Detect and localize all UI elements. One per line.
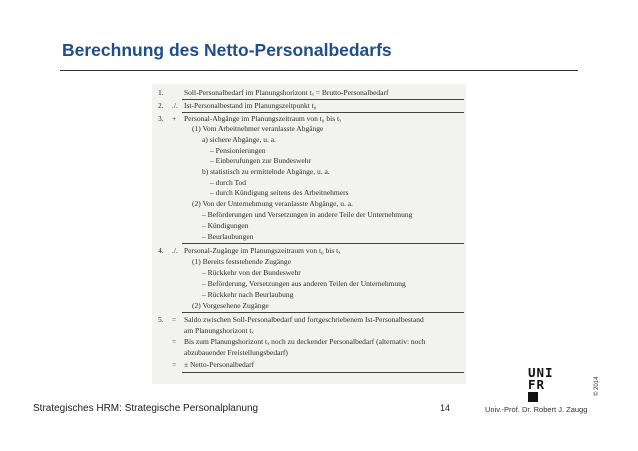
row-text: (1) Vom Arbeitnehmer veranlasste Abgänge [192, 124, 324, 133]
footer-course-title: Strategisches HRM: Strategische Personalplanung [33, 403, 259, 414]
scan-divider [182, 99, 464, 100]
scanned-calculation-table [152, 84, 466, 384]
row-text: (2) Von der Unternehmung veranlasste Abgänge, u. a. [192, 199, 353, 208]
row-operator: = [172, 337, 177, 346]
row-text: – Kündigungen [202, 221, 249, 230]
row-text: Ist-Personalbestand im Planungszeitpunkt t₀ [184, 101, 317, 110]
row-number: 1. [158, 88, 164, 97]
scan-divider [182, 112, 464, 113]
university-logo [528, 367, 558, 402]
title-divider [60, 70, 578, 71]
row-text: (1) Bereits feststehende Zugänge [192, 257, 291, 266]
page-number: 14 [440, 403, 451, 413]
row-text: Personal-Zugänge im Planungszeitraum von t₀ bis tₓ [184, 246, 341, 255]
logo-text: FR [528, 377, 546, 392]
row-operator: ./. [172, 101, 178, 110]
row-number: 4. [158, 246, 164, 255]
slide-title: Berechnung des Netto-Personalbedarfs [62, 40, 392, 60]
scan-divider [182, 372, 464, 373]
row-text: Personal-Abgänge im Planungszeitraum von t₀ bis tₓ [184, 114, 342, 123]
row-text: Saldo zwischen Soll-Personalbedarf und fortgeschriebenem Ist-Personalbestand [184, 315, 424, 324]
row-text: – Einberufungen zur Bundeswehr [210, 156, 312, 165]
row-text: – Beförderungen und Versetzungen in andere Teile der Unternehmung [202, 210, 413, 219]
row-text: – Pensionierungen [210, 146, 266, 155]
row-text: – durch Tod [210, 178, 246, 187]
scan-divider [182, 312, 464, 313]
row-text: – Beurlaubungen [202, 232, 254, 241]
row-text: ± Netto-Personalbedarf [184, 360, 255, 369]
row-operator: = [172, 315, 177, 324]
row-number: 5. [158, 315, 164, 324]
logo-square [528, 392, 538, 402]
row-text: – Beförderung, Versetzungen aus anderen Teilen der Unternehmung [202, 279, 406, 288]
row-text: – Rückkehr nach Beurlaubung [202, 290, 294, 299]
row-operator: = [172, 360, 177, 369]
row-text: – durch Kündigung seitens des Arbeitnehmers [210, 188, 349, 197]
row-text: Soll-Personalbedarf im Planungshorizont tₓ = Brutto-Personalbedarf [184, 88, 389, 97]
row-text: abzubauender Freistellungsbedarf) [184, 348, 288, 357]
row-operator: ./. [172, 246, 178, 255]
row-text: Bis zum Planungshorizont tₓ noch zu deckender Personalbedarf (alternativ: noch [184, 337, 426, 346]
row-number: 2. [158, 101, 164, 110]
footer-author: Univ.-Prof. Dr. Robert J. Zaugg [485, 405, 588, 414]
copyright-notice: © 2014 [594, 376, 600, 396]
row-text: b) statistisch zu ermittelnde Abgänge, u. a. [202, 167, 330, 176]
row-text: (2) Vorgesehene Zugänge [192, 301, 269, 310]
logo-text: UNI [528, 365, 554, 380]
row-text: a) sichere Abgänge, u. a. [202, 135, 276, 144]
row-text: am Planungshorizont tₓ [184, 326, 254, 335]
scan-divider [182, 243, 464, 244]
row-operator: + [172, 114, 177, 123]
row-text: – Rückkehr von der Bundeswehr [202, 268, 301, 277]
row-number: 3. [158, 114, 164, 123]
